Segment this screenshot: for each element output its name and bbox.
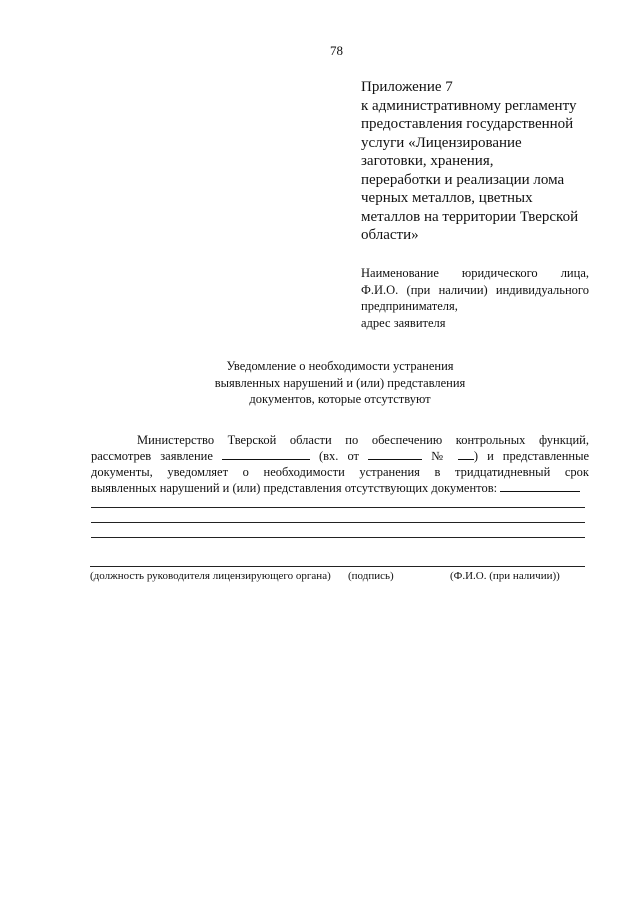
appendix-line: Приложение 7 [361,79,453,95]
body-text-fragment: выявленных нарушений и (или) представления отсутствующих документов: [91,481,498,495]
title-line: Уведомление о необходимости устранения [226,359,454,373]
signature-label: (подпись) [348,570,394,582]
appendix-line: черных металлов, цветных [361,190,533,206]
date-field-blank[interactable] [368,448,422,460]
fill-in-line[interactable] [91,522,585,523]
appendix-line: заготовки, хранения, [361,153,494,169]
appendix-line: предоставления государственной [361,116,574,132]
fill-in-line[interactable] [91,507,585,508]
title-line: выявленных нарушений и (или) представления [214,375,466,390]
name-label: (Ф.И.О. (при наличии)) [450,570,560,582]
position-label: (должность руководителя лицензирующего органа) [90,570,331,582]
page-number: 78 [330,43,343,58]
fill-in-line[interactable] [91,537,585,538]
appendix-header [361,78,601,245]
applicant-line: Ф.И.О. (при наличии) индивидуального [361,282,589,297]
body-line-last [91,480,589,496]
appendix-line: к административному регламенту [361,97,577,114]
body-text-fragment: рассмотрев заявление [91,449,213,463]
body-text-fragment: ) и представленные [473,449,590,463]
appendix-line: услуги «Лицензирование [361,134,522,151]
body-line: документы, уведомляет о необходимости устранения в тридцатидневный срок [91,465,589,479]
number-field-blank[interactable] [458,448,474,460]
applicant-line: Наименование юридического лица, [361,266,589,280]
applicant-block [361,265,589,331]
notice-body [91,432,589,496]
application-field-blank[interactable] [222,448,310,460]
appendix-line: металлов на территории Тверской [361,208,579,225]
missing-documents-field-blank[interactable] [500,480,580,492]
signature-line[interactable] [90,566,585,567]
body-text-fragment: (вх. от [318,449,359,463]
appendix-line: переработки и реализации лома [361,171,565,188]
title-line: документов, которые отсутствуют [249,392,431,406]
body-line: Министерство Тверской области по обеспечению контрольных функций, [137,433,589,447]
applicant-line: адрес заявителя [361,315,446,330]
body-line-with-fields [91,448,589,464]
applicant-line: предпринимателя, [361,299,458,313]
document-title [180,358,500,408]
number-sign: № [431,449,449,463]
appendix-line: области» [361,227,419,243]
